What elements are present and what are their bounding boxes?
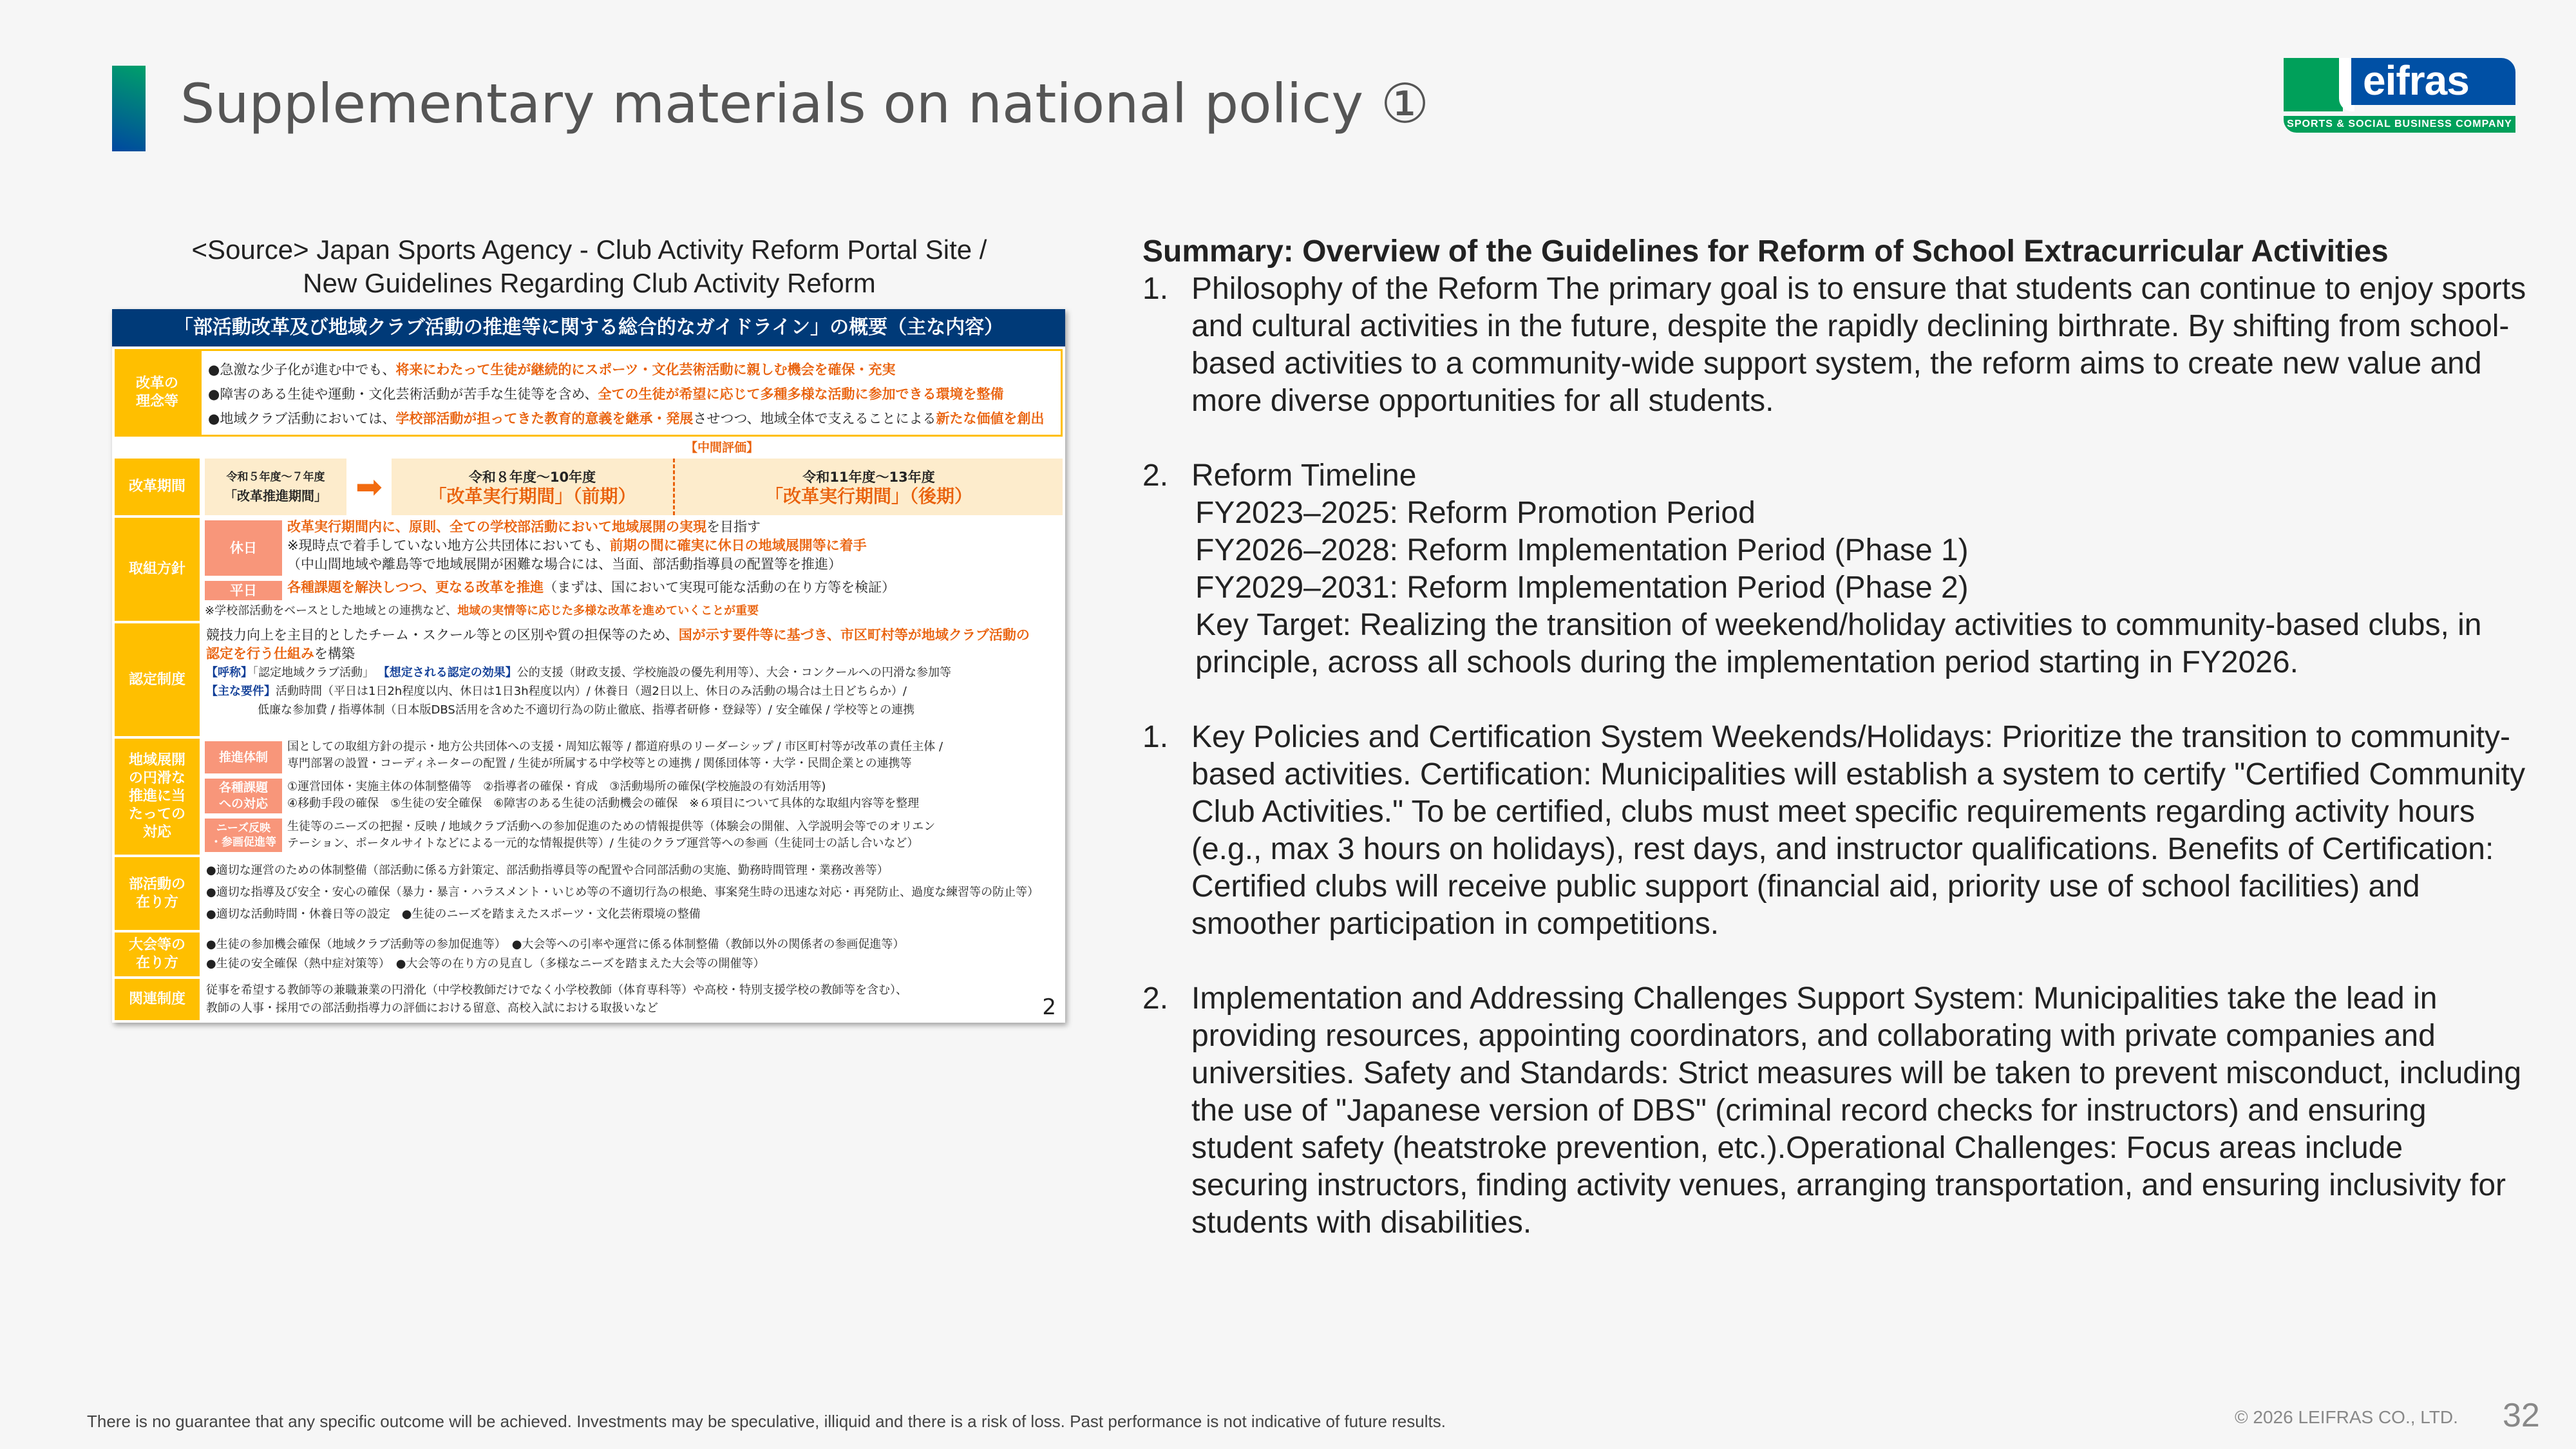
guideline-overview-image bbox=[112, 309, 1065, 1023]
page-title: Supplementary materials on national policy ① bbox=[180, 72, 1430, 135]
doc-row-related: 関連制度 従事を希望する教師等の兼職兼業の円滑化（中学校教師だけでなく小学校教師（体育専科等）や高校・特別支援学校の教師等を含む）、 教師の人事・採用での部活動指導力の評価における留意、高校入試における取扱いなど bbox=[115, 979, 1063, 1020]
doc-row-regional: 地域展開 の円滑な 推進に当 たっての 対応 推進体制 国としての取組方針の提示・地方公共団体への支援・周知広報等 / 都道府県のリーダーシップ / 市区町村等が改革の責任主体 / 専門部署の設置・コーディネーターの配置 / 生徒が所属する中学校等との連携 / 関係団体等・大学・民間企業との連携等 各種課題 への対応 ①運営団体・実施主体の体制整備等 ②指導者の確保・育成 ③活動場所の確保(学校施設の有効活用等) ④移動手段の確保 ⑤生徒の安全確保 ⑥障害のある生徒の活動機会の確保 ※６項目について具体的な取組内容等を整理 ニーズ反映 ・参画促進等 生徒等のニーズの把握・反映 / 地域クラブ活動への参加促進のための情報提供等（体験会の開催、入学説明会等でのオリエン テーション、ポータルサイトなどによる一元的な情報提供等）/ 生徒のクラブ運営等への参画（生徒同士の話し合いなど） bbox=[115, 739, 1063, 855]
summary-item: 1. Philosophy of the Reform The primary goal is to ensure that students can continue to enjoy sports and cultural activities in the future, despite the rapidly declining birthrate. By shifting from school-based activities to a community-wide support system, the reform aims to create new value and more diverse opportunities for all students. bbox=[1142, 272, 2526, 418]
summary-panel bbox=[1142, 233, 2527, 1242]
doc-row-club-activities: 部活動の 在り方 ●適切な運営のための体制整備（部活動に係る方針策定、部活動指導員等の配置や合同部活動の実施、勤務時間管理・業務改善等） ●適切な指導及び安全・安心の確保（暴力・暴言・ハラスメント・いじめ等の不適切行為の根絶、事案発生時の迅速な対応・再発防止、過度な練習等の防止等） ●適切な活動時間・休養日等の設定 ●生徒のニーズを踏まえたスポーツ・文化芸術環境の整備 bbox=[115, 857, 1063, 930]
doc-title: 「部活動改革及び地域クラブ活動の推進等に関する総合的なガイドライン」の概要（主な内容） bbox=[112, 309, 1065, 346]
midterm-label: 【中間評価】 bbox=[685, 440, 759, 455]
arrow-right-icon: ➡ bbox=[355, 468, 383, 506]
doc-row-philosophy: 改革の 理念等 ●急激な少子化が進む中でも、将来にわたって生徒が継続的にスポーツ・文化芸術活動に親しむ機会を確保・充実 ●障害のある生徒や運動・文化芸術活動が苦手な生徒等を含め、全ての生徒が希望に応じて多種多様な活動に参加できる環境を整備 ●地域クラブ活動においては、学校部活動が担ってきた教育的意義を継承・発展させつつ、地域全体で支えることによる新たな価値を創出 bbox=[115, 349, 1063, 437]
doc-row-certification: 認定制度 競技力向上を主目的としたチーム・スクール等との区別や質の担保等のため、国が示す要件等に基づき、市区町村等が地域クラブ活動の 認定を行う仕組みを構築 【呼称】「認定地域クラブ活動」 【想定される認定の効果】公的支援（財政支援、学校施設の優先利用等）、大会・コンクールへの円滑な参加等 【主な要件】活動時間（平日は1日2h程度以内、休日は1日3h程度以内）/ 休養日（週2日以上、休日のみ活動の場合は土日どちらか）/ 低廉な参加費 / 指導体制（日本版DBS活用を含めた不適切行為の防止徹底、指導者研修・登録等）/ 安全確保 / 学校等との連携 bbox=[115, 623, 1063, 736]
source-caption: <Source> Japan Sports Agency - Club Activity Reform Portal Site / New Guidelines Regarding Club Activity Reform bbox=[191, 234, 987, 298]
summary-item: 2. Reform Timeline bbox=[1142, 459, 1417, 493]
leifras-logo: eifras SPORTS & SOCIAL BUSINESS COMPANY bbox=[2284, 58, 2515, 134]
summary-heading: Summary: Overview of the Guidelines for Reform of School Extracurricular Activities bbox=[1142, 234, 2389, 269]
copyright: © 2026 LEIFRAS CO., LTD. bbox=[2235, 1407, 2458, 1427]
summary-item: 2. Implementation and Addressing Challenges Support System: Municipalities take the lead in providing resources, appointing coordinators, and collaborating with private companies and universities. Safety and Standards: Strict measures will be taken to prevent misconduct, including the use of "Japanese version of DBS" (criminal record checks for instructors) and ensuring student safety (heatstroke prevention, etc.).Operational Challenges: Focus areas include securing instructors, finding activity venues, arranging transportation, and ensuring inclusivity for students with disabilities. bbox=[1142, 981, 2522, 1240]
summary-item: 1. Key Policies and Certification System Weekends/Holidays: Prioritize the transition to community-based activities. Certification: Municipalities will establish a system to certify "Certified Community Club Activities." To be certified, clubs must meet specific requirements regarding activity hours (e.g., max 3 hours on holidays), rest days, and instructor qualifications. Benefits of Certification: Certified clubs will receive public support (financial aid, priority use of school facilities) and smoother participation in competitions. bbox=[1142, 720, 2526, 941]
doc-row-tournaments: 大会等の 在り方 ●生徒の参加機会確保（地域クラブ活動等の参加促進等） ●大会等への引率や運営に係る体制整備（教師以外の関係者の参画促進等） ●生徒の安全確保（熱中症対策等） ●大会等の在り方の見直し（多様なニーズを踏まえた大会等の開催等） bbox=[115, 933, 1063, 976]
doc-row-period: 改革期間 令和５年度～７年度 「改革推進期間」 ➡ 令和８年度～10年度 「改革実行期間」（前期） 令和11年度～13年度 「改革実行期間」（後期） bbox=[115, 459, 1063, 515]
doc-page-number: 2 bbox=[1042, 994, 1056, 1020]
title-accent-bar bbox=[112, 66, 146, 151]
disclaimer: There is no guarantee that any specific outcome will be achieved. Investments may be speculative, illiquid and there is a risk of loss. Past performance is not indicative of future results. bbox=[87, 1412, 1446, 1431]
doc-row-policy: 取組方針 休日 改革実行期間内に、原則、全ての学校部活動において地域展開の実現を目指す ※現時点で着手していない地方公共団体においても、前期の間に確実に休日の地域展開等に着手 （中山間地域や離島等で地域展開が困難な場合には、当面、部活動指導員の配置等を推進） 平日 各種課題を解決しつつ、更なる改革を推進（まずは、国において実現可能な活動の在り方等を検証） ※学校部活動をベースとした地域との連携など、地域の実情等に応じた多様な改革を進めていくことが重要 bbox=[115, 518, 1063, 621]
page-number: 32 bbox=[2503, 1397, 2540, 1434]
timeline-lines: FY2023–2025: Reform Promotion Period FY2026–2028: Reform Implementation Period (Phase 1) FY2029–2031: Reform Implementation Period (Phase 2) Key Target: Realizing the transition of weekend/holiday activities to community-based clubs, in principle, across all schools during the implementation period starting in FY2026. bbox=[1195, 496, 2482, 679]
